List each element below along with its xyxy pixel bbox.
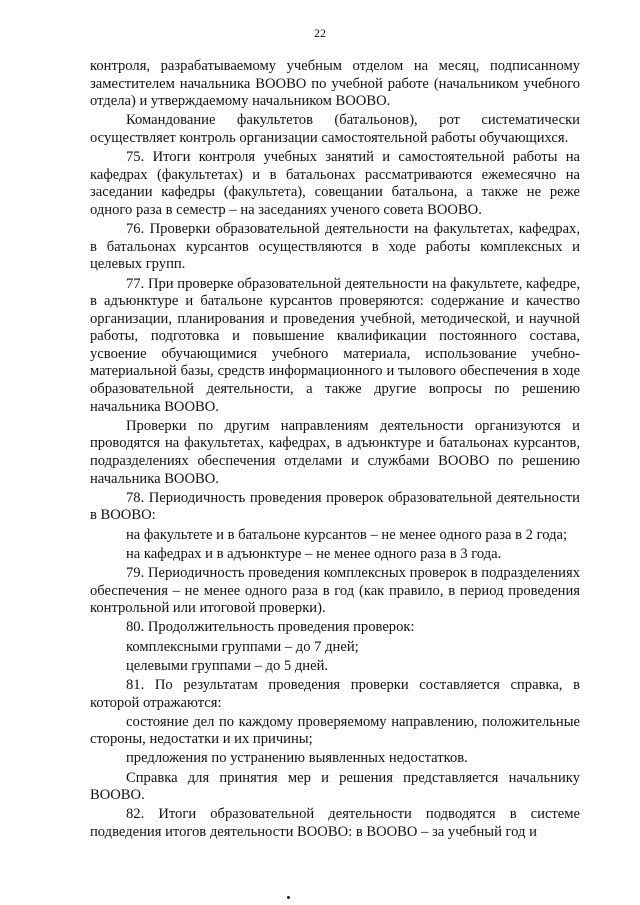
page-number: 22 (314, 26, 326, 40)
paragraph-81-state: состояние дел по каждому проверяемому направлению, положительные стороны, недостатки и их причины; (90, 713, 580, 748)
paragraph-80-target: целевыми группами – до 5 дней. (126, 657, 329, 674)
paragraph-other-checks: Проверки по другим направлениям деятельности организуются и проводятся на факультетах, кафедрах, в адъюнктуре и батальонах курсантов, подразделениях обеспечения отделами и службами ВООВО по решению начальника ВООВО. (90, 417, 580, 487)
paragraph-75: 75. Итоги контроля учебных занятий и самостоятельной работы на кафедрах (факультетах) и в батальонах рассматриваются ежемесячно на заседании кафедры (факультета), совещании батальона, а также не реже одного раза в семестр – на заседаниях ученого совета ВООВО. (90, 149, 580, 218)
document-body (90, 58, 580, 843)
paragraph-report: Справка для принятия мер и решения представляется начальнику ВООВО. (90, 769, 580, 804)
paragraph-76: 76. Проверки образовательной деятельности на факультетах, кафедрах, в батальонах курсантов осуществляются в ходе работы комплексных и целевых групп. (90, 221, 580, 273)
paragraph-continuation: контроля, разрабатываемому учебным отделом на месяц, подписанному заместителем начальника ВООВО по учебной работе (начальником учебного отдела) и утверждаемому начальником ВООВО. (90, 58, 580, 110)
paragraph-79: 79. Периодичность проведения комплексных проверок в подразделениях обеспечения – не менее одного раза в год (как правило, в период проведения контрольной или итоговой проверки). (90, 564, 580, 617)
paragraph-81: 81. По результатам проведения проверки составляется справка, в которой отражаются: (90, 676, 580, 711)
paragraph-command-control: Командование факультетов (батальонов), рот систематически осуществляет контроль организации самостоятельной работы обучающихся. (90, 112, 580, 146)
paragraph-78: 78. Периодичность проведения проверок образовательной деятельности в ВООВО: (90, 489, 580, 524)
paragraph-80: 80. Продолжительность проведения проверок: (126, 619, 415, 636)
scan-mark (287, 896, 290, 899)
paragraph-82: 82. Итоги образовательной деятельности подводятся в системе подведения итогов деятельности ВООВО: в ВООВО – за учебный год и (90, 806, 580, 841)
paragraph-80-complex: комплексными группами – до 7 дней; (126, 638, 359, 655)
paragraph-81-proposals: предложения по устранению выявленных недостатков. (126, 750, 468, 767)
paragraph-78-faculty: на факультете и в батальоне курсантов – не менее одного раза в 2 года; (126, 526, 568, 543)
paragraph-78-departments: на кафедрах и в адъюнктуре – не менее одного раза в 3 года. (126, 545, 502, 562)
paragraph-77: 77. При проверке образовательной деятельности на факультете, кафедре, в адъюнктуре и батальоне курсантов проверяются: содержание и качество организации, планирования и проведения учебной, методической, и научной работы, подготовка и повышение квалификации постоянного состава, усвоение обучающимися учебного материала, использование учебно-материальной базы, средств информационного и тылового обеспечения в ходе образовательной деятельности, а также другие вопросы по решению начальника ВООВО. (90, 275, 580, 415)
